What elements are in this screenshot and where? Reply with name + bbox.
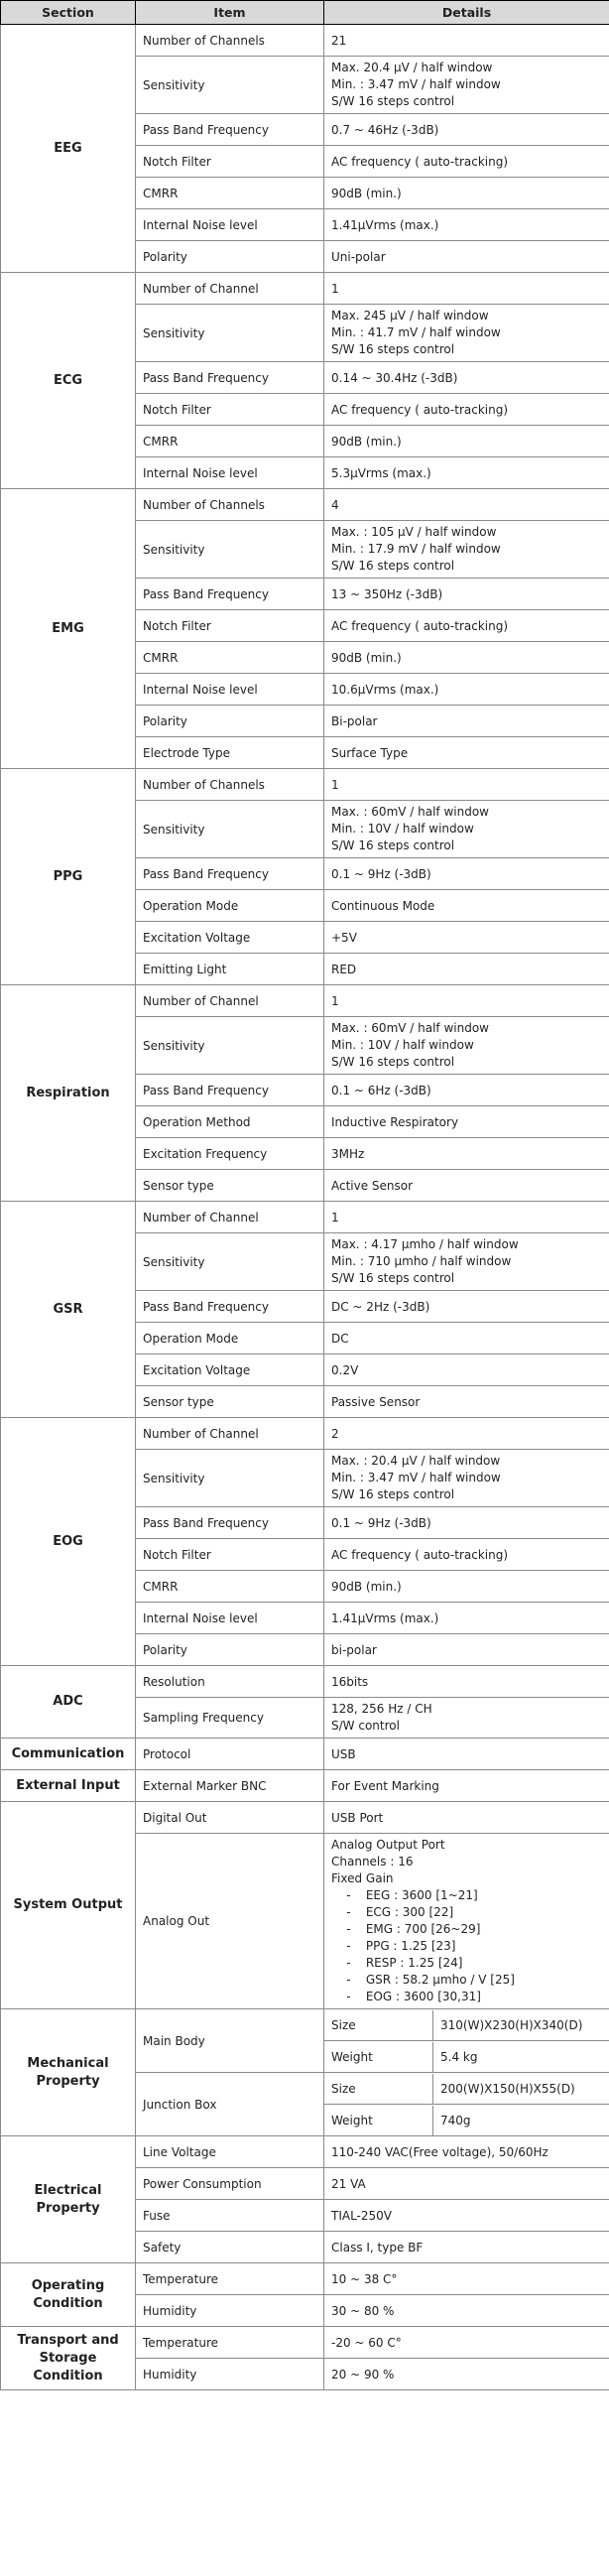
detail-line: 90dB (min.) bbox=[331, 434, 402, 449]
detail-line: 1 bbox=[331, 281, 339, 296]
item-details bbox=[324, 2263, 609, 2295]
item-label: Pass Band Frequency bbox=[136, 362, 324, 394]
item-details bbox=[324, 521, 609, 579]
mechanical-value: 740g bbox=[440, 2113, 471, 2127]
detail-line: 110-240 VAC(Free voltage), 50/60Hz bbox=[331, 2144, 548, 2159]
item-label: Sensitivity bbox=[136, 57, 324, 114]
item-details bbox=[324, 1291, 609, 1323]
detail-line: 0.2V bbox=[331, 1362, 359, 1377]
spec-row bbox=[1, 1202, 609, 1233]
mechanical-value: 5.4 kg bbox=[440, 2049, 478, 2064]
detail-line: 90dB (min.) bbox=[331, 1579, 402, 1594]
item-label: Number of Channels bbox=[136, 769, 324, 801]
detail-line: Max. : 60mV / half window bbox=[331, 805, 489, 819]
detail-line: 30 ~ 80 % bbox=[331, 2303, 395, 2318]
item-details bbox=[324, 1106, 609, 1138]
mechanical-value: 310(W)X230(H)X340(D) bbox=[440, 2017, 583, 2032]
detail-line: S/W 16 steps control bbox=[331, 1055, 455, 1069]
mechanical-subtable bbox=[324, 2042, 609, 2072]
item-label: Number of Channel bbox=[136, 985, 324, 1017]
item-details bbox=[324, 1802, 609, 1834]
detail-line: - EEG : 3600 [1~21] bbox=[331, 1888, 478, 1902]
detail-line: Max. 20.4 µV / half window bbox=[331, 61, 493, 74]
detail-line: Min. : 3.47 mV / half window bbox=[331, 77, 501, 91]
item-details bbox=[324, 737, 609, 769]
spec-row bbox=[1, 2009, 609, 2041]
spec-row bbox=[1, 2136, 609, 2168]
item-details bbox=[324, 1571, 609, 1603]
header-section: Section bbox=[1, 1, 136, 25]
item-label: Sensitivity bbox=[136, 521, 324, 579]
detail-line: 1 bbox=[331, 993, 339, 1008]
detail-line: Analog Output Port bbox=[331, 1838, 445, 1852]
item-details bbox=[324, 1418, 609, 1450]
item-label: Analog Out bbox=[136, 1834, 324, 2009]
item-details bbox=[324, 1834, 609, 2009]
detail-line: Min. : 10V / half window bbox=[331, 1038, 474, 1052]
spec-row bbox=[1, 769, 609, 801]
section-label: Mechanical Property bbox=[1, 2009, 136, 2136]
detail-line: TIAL-250V bbox=[331, 2208, 392, 2223]
detail-line: Channels : 16 bbox=[331, 1855, 414, 1868]
detail-line: S/W 16 steps control bbox=[331, 94, 455, 108]
detail-line: For Event Marking bbox=[331, 1778, 439, 1793]
item-label: Notch Filter bbox=[136, 610, 324, 642]
item-details bbox=[324, 1354, 609, 1386]
item-details bbox=[324, 1233, 609, 1291]
detail-line: - PPG : 1.25 [23] bbox=[331, 1939, 456, 1953]
detail-line: 20 ~ 90 % bbox=[331, 2367, 395, 2382]
detail-line: 21 VA bbox=[331, 2176, 366, 2191]
item-label: Pass Band Frequency bbox=[136, 114, 324, 146]
item-label: Sensitivity bbox=[136, 1233, 324, 1291]
detail-line: S/W 16 steps control bbox=[331, 342, 455, 356]
detail-line: Surface Type bbox=[331, 745, 409, 760]
item-label: Digital Out bbox=[136, 1802, 324, 1834]
item-details bbox=[324, 114, 609, 146]
item-details bbox=[324, 1603, 609, 1634]
item-label: CMRR bbox=[136, 178, 324, 209]
item-details bbox=[324, 674, 609, 706]
item-details bbox=[324, 954, 609, 985]
detail-line: Min. : 41.7 mV / half window bbox=[331, 325, 501, 339]
item-label: Notch Filter bbox=[136, 394, 324, 426]
item-details bbox=[324, 922, 609, 954]
detail-line: - GSR : 58.2 µmho / V [25] bbox=[331, 1973, 515, 1987]
item-details bbox=[324, 1075, 609, 1106]
detail-line: Min. : 10V / half window bbox=[331, 822, 474, 836]
section-label: Transport and Storage Condition bbox=[1, 2327, 136, 2390]
detail-line: Active Sensor bbox=[331, 1178, 414, 1193]
detail-line: S/W 16 steps control bbox=[331, 838, 455, 852]
item-details bbox=[324, 2232, 609, 2263]
mechanical-detail bbox=[324, 2073, 609, 2105]
item-label: Pass Band Frequency bbox=[136, 858, 324, 890]
spec-row bbox=[1, 2327, 609, 2359]
detail-line: Class I, type BF bbox=[331, 2240, 424, 2254]
detail-line: DC ~ 2Hz (-3dB) bbox=[331, 1299, 430, 1314]
spec-row bbox=[1, 1802, 609, 1834]
item-details bbox=[324, 1539, 609, 1571]
item-label: Polarity bbox=[136, 1634, 324, 1666]
item-details bbox=[324, 2295, 609, 2327]
detail-line: Fixed Gain bbox=[331, 1871, 394, 1885]
detail-line: 1 bbox=[331, 1210, 339, 1224]
item-label: Number of Channel bbox=[136, 273, 324, 305]
mechanical-label: Size bbox=[324, 2010, 433, 2040]
item-details bbox=[324, 579, 609, 610]
detail-line: Min. : 710 µmho / half window bbox=[331, 1254, 512, 1268]
item-details bbox=[324, 769, 609, 801]
item-label: Humidity bbox=[136, 2359, 324, 2390]
detail-line: Inductive Respiratory bbox=[331, 1114, 459, 1129]
detail-line: 4 bbox=[331, 497, 339, 512]
item-details bbox=[324, 362, 609, 394]
item-details bbox=[324, 146, 609, 178]
item-label: Electrode Type bbox=[136, 737, 324, 769]
detail-line: S/W 16 steps control bbox=[331, 559, 455, 573]
item-label: Polarity bbox=[136, 241, 324, 273]
item-label: Junction Box bbox=[136, 2073, 324, 2136]
detail-line: +5V bbox=[331, 930, 357, 945]
detail-line: 0.14 ~ 30.4Hz (-3dB) bbox=[331, 370, 458, 385]
spec-row bbox=[1, 25, 609, 57]
detail-line: S/W control bbox=[331, 1719, 400, 1733]
detail-line: Max. : 60mV / half window bbox=[331, 1021, 489, 1035]
mechanical-subtable bbox=[324, 2010, 609, 2040]
item-details bbox=[324, 1739, 609, 1770]
detail-line: 10.6µVrms (max.) bbox=[331, 682, 439, 697]
item-label: Excitation Frequency bbox=[136, 1138, 324, 1170]
item-label: Sensor type bbox=[136, 1386, 324, 1418]
spec-row bbox=[1, 1666, 609, 1698]
item-details bbox=[324, 305, 609, 362]
section-label: PPG bbox=[1, 769, 136, 985]
item-details bbox=[324, 1770, 609, 1802]
item-details bbox=[324, 801, 609, 858]
item-details bbox=[324, 394, 609, 426]
item-label: Notch Filter bbox=[136, 1539, 324, 1571]
detail-line: Min. : 17.9 mV / half window bbox=[331, 542, 501, 556]
item-details bbox=[324, 2359, 609, 2390]
detail-line: Passive Sensor bbox=[331, 1394, 421, 1409]
spec-row bbox=[1, 985, 609, 1017]
spec-body bbox=[1, 25, 609, 2390]
detail-line: RED bbox=[331, 962, 357, 976]
item-label: Internal Noise level bbox=[136, 457, 324, 489]
item-details bbox=[324, 1386, 609, 1418]
detail-line: 90dB (min.) bbox=[331, 650, 402, 665]
detail-line: S/W 16 steps control bbox=[331, 1271, 455, 1285]
item-label: Sensitivity bbox=[136, 305, 324, 362]
item-details bbox=[324, 1450, 609, 1507]
item-label: Temperature bbox=[136, 2263, 324, 2295]
detail-line: Max. : 4.17 µmho / half window bbox=[331, 1237, 519, 1251]
item-label: Safety bbox=[136, 2232, 324, 2263]
item-label: CMRR bbox=[136, 1571, 324, 1603]
section-label: EEG bbox=[1, 25, 136, 273]
item-details bbox=[324, 2200, 609, 2232]
detail-line: Bi-polar bbox=[331, 713, 378, 728]
item-label: Sensor type bbox=[136, 1170, 324, 1202]
item-label: Pass Band Frequency bbox=[136, 579, 324, 610]
header-details: Details bbox=[324, 1, 609, 25]
item-details bbox=[324, 457, 609, 489]
item-details bbox=[324, 2168, 609, 2200]
item-label: Number of Channel bbox=[136, 1418, 324, 1450]
mechanical-subtable bbox=[324, 2074, 609, 2104]
mechanical-label: Weight bbox=[324, 2106, 433, 2135]
item-label: Polarity bbox=[136, 706, 324, 737]
detail-line: Continuous Mode bbox=[331, 898, 435, 913]
detail-line: 3MHz bbox=[331, 1146, 365, 1161]
detail-line: 1.41µVrms (max.) bbox=[331, 217, 439, 232]
item-label: Sensitivity bbox=[136, 801, 324, 858]
item-details bbox=[324, 890, 609, 922]
detail-line: 10 ~ 38 C° bbox=[331, 2271, 398, 2286]
detail-line: Max. 245 µV / half window bbox=[331, 309, 489, 322]
item-details bbox=[324, 1666, 609, 1698]
item-label: Main Body bbox=[136, 2009, 324, 2073]
item-details bbox=[324, 1698, 609, 1739]
item-label: CMRR bbox=[136, 642, 324, 674]
item-details bbox=[324, 642, 609, 674]
detail-line: 2 bbox=[331, 1426, 339, 1441]
item-details bbox=[324, 178, 609, 209]
item-label: Resolution bbox=[136, 1666, 324, 1698]
item-label: Temperature bbox=[136, 2327, 324, 2359]
item-label: Operation Method bbox=[136, 1106, 324, 1138]
item-details bbox=[324, 57, 609, 114]
item-label: Excitation Voltage bbox=[136, 1354, 324, 1386]
spec-row bbox=[1, 1739, 609, 1770]
item-label: Pass Band Frequency bbox=[136, 1075, 324, 1106]
item-details bbox=[324, 985, 609, 1017]
detail-line: 0.1 ~ 6Hz (-3dB) bbox=[331, 1083, 431, 1097]
section-label: Operating Condition bbox=[1, 2263, 136, 2327]
item-label: Number of Channels bbox=[136, 489, 324, 521]
section-label: System Output bbox=[1, 1802, 136, 2009]
item-label: Protocol bbox=[136, 1739, 324, 1770]
detail-line: 21 bbox=[331, 33, 347, 48]
detail-line: USB bbox=[331, 1746, 356, 1761]
item-details bbox=[324, 273, 609, 305]
item-details bbox=[324, 241, 609, 273]
section-label: Communication bbox=[1, 1739, 136, 1770]
item-label: Excitation Voltage bbox=[136, 922, 324, 954]
item-label: Internal Noise level bbox=[136, 1603, 324, 1634]
detail-line: 1 bbox=[331, 777, 339, 792]
item-label: Fuse bbox=[136, 2200, 324, 2232]
header-row bbox=[1, 1, 609, 25]
detail-line: 5.3µVrms (max.) bbox=[331, 465, 431, 480]
detail-line: - RESP : 1.25 [24] bbox=[331, 1956, 463, 1970]
item-label: CMRR bbox=[136, 426, 324, 457]
detail-line: 90dB (min.) bbox=[331, 186, 402, 200]
item-details bbox=[324, 426, 609, 457]
item-label: Internal Noise level bbox=[136, 674, 324, 706]
item-details bbox=[324, 2136, 609, 2168]
detail-line: AC frequency ( auto-tracking) bbox=[331, 618, 509, 633]
item-label: Power Consumption bbox=[136, 2168, 324, 2200]
mechanical-detail bbox=[324, 2009, 609, 2041]
section-label: EOG bbox=[1, 1418, 136, 1666]
section-label: ADC bbox=[1, 1666, 136, 1739]
detail-line: AC frequency ( auto-tracking) bbox=[331, 402, 509, 417]
detail-line: 0.1 ~ 9Hz (-3dB) bbox=[331, 1515, 431, 1530]
item-label: Line Voltage bbox=[136, 2136, 324, 2168]
detail-line: - ECG : 300 [22] bbox=[331, 1905, 454, 1919]
detail-line: 128, 256 Hz / CH bbox=[331, 1702, 432, 1716]
item-details bbox=[324, 25, 609, 57]
detail-line: DC bbox=[331, 1331, 349, 1346]
item-details bbox=[324, 1323, 609, 1354]
spec-row bbox=[1, 489, 609, 521]
item-label: Sampling Frequency bbox=[136, 1698, 324, 1739]
detail-line: S/W 16 steps control bbox=[331, 1487, 455, 1501]
mechanical-value: 200(W)X150(H)X55(D) bbox=[440, 2081, 575, 2096]
mechanical-label: Weight bbox=[324, 2042, 433, 2072]
detail-line: Max. : 20.4 µV / half window bbox=[331, 1454, 501, 1468]
detail-line: 0.7 ~ 46Hz (-3dB) bbox=[331, 122, 439, 137]
detail-line: - EMG : 700 [26~29] bbox=[331, 1922, 481, 1936]
mechanical-label: Size bbox=[324, 2074, 433, 2104]
item-label: Operation Mode bbox=[136, 1323, 324, 1354]
item-label: Sensitivity bbox=[136, 1450, 324, 1507]
item-label: External Marker BNC bbox=[136, 1770, 324, 1802]
item-details bbox=[324, 1170, 609, 1202]
section-label: Respiration bbox=[1, 985, 136, 1202]
detail-line: AC frequency ( auto-tracking) bbox=[331, 1547, 509, 1562]
section-label: External Input bbox=[1, 1770, 136, 1802]
detail-line: Uni-polar bbox=[331, 249, 386, 264]
header-item: Item bbox=[136, 1, 324, 25]
item-details bbox=[324, 858, 609, 890]
detail-line: 1.41µVrms (max.) bbox=[331, 1610, 439, 1625]
detail-line: USB Port bbox=[331, 1810, 384, 1825]
item-details bbox=[324, 209, 609, 241]
section-label: ECG bbox=[1, 273, 136, 489]
detail-line: -20 ~ 60 C° bbox=[331, 2335, 402, 2350]
item-details bbox=[324, 1138, 609, 1170]
item-label: Emitting Light bbox=[136, 954, 324, 985]
mechanical-subtable bbox=[324, 2106, 609, 2135]
section-label: GSR bbox=[1, 1202, 136, 1418]
item-label: Notch Filter bbox=[136, 146, 324, 178]
item-details bbox=[324, 1202, 609, 1233]
item-label: Pass Band Frequency bbox=[136, 1507, 324, 1539]
detail-line: 16bits bbox=[331, 1674, 369, 1689]
section-label: EMG bbox=[1, 489, 136, 769]
item-label: Internal Noise level bbox=[136, 209, 324, 241]
spec-row bbox=[1, 273, 609, 305]
detail-line: 13 ~ 350Hz (-3dB) bbox=[331, 586, 443, 601]
spec-row bbox=[1, 1418, 609, 1450]
detail-line: 0.1 ~ 9Hz (-3dB) bbox=[331, 866, 431, 881]
item-label: Pass Band Frequency bbox=[136, 1291, 324, 1323]
item-label: Number of Channel bbox=[136, 1202, 324, 1233]
item-details bbox=[324, 1634, 609, 1666]
detail-line: bi-polar bbox=[331, 1642, 377, 1657]
item-details bbox=[324, 610, 609, 642]
item-details bbox=[324, 1507, 609, 1539]
detail-line: Min. : 3.47 mV / half window bbox=[331, 1471, 501, 1484]
item-details bbox=[324, 489, 609, 521]
item-details bbox=[324, 1017, 609, 1075]
item-label: Operation Mode bbox=[136, 890, 324, 922]
spec-row bbox=[1, 2263, 609, 2295]
item-label: Number of Channels bbox=[136, 25, 324, 57]
mechanical-detail bbox=[324, 2105, 609, 2136]
item-details bbox=[324, 2327, 609, 2359]
detail-line: - EOG : 3600 [30,31] bbox=[331, 1990, 481, 2003]
spec-row bbox=[1, 1770, 609, 1802]
section-label: Electrical Property bbox=[1, 2136, 136, 2263]
mechanical-detail bbox=[324, 2041, 609, 2073]
item-label: Sensitivity bbox=[136, 1017, 324, 1075]
detail-line: AC frequency ( auto-tracking) bbox=[331, 154, 509, 169]
item-label: Humidity bbox=[136, 2295, 324, 2327]
item-details bbox=[324, 706, 609, 737]
detail-line: Max. : 105 µV / half window bbox=[331, 525, 497, 539]
